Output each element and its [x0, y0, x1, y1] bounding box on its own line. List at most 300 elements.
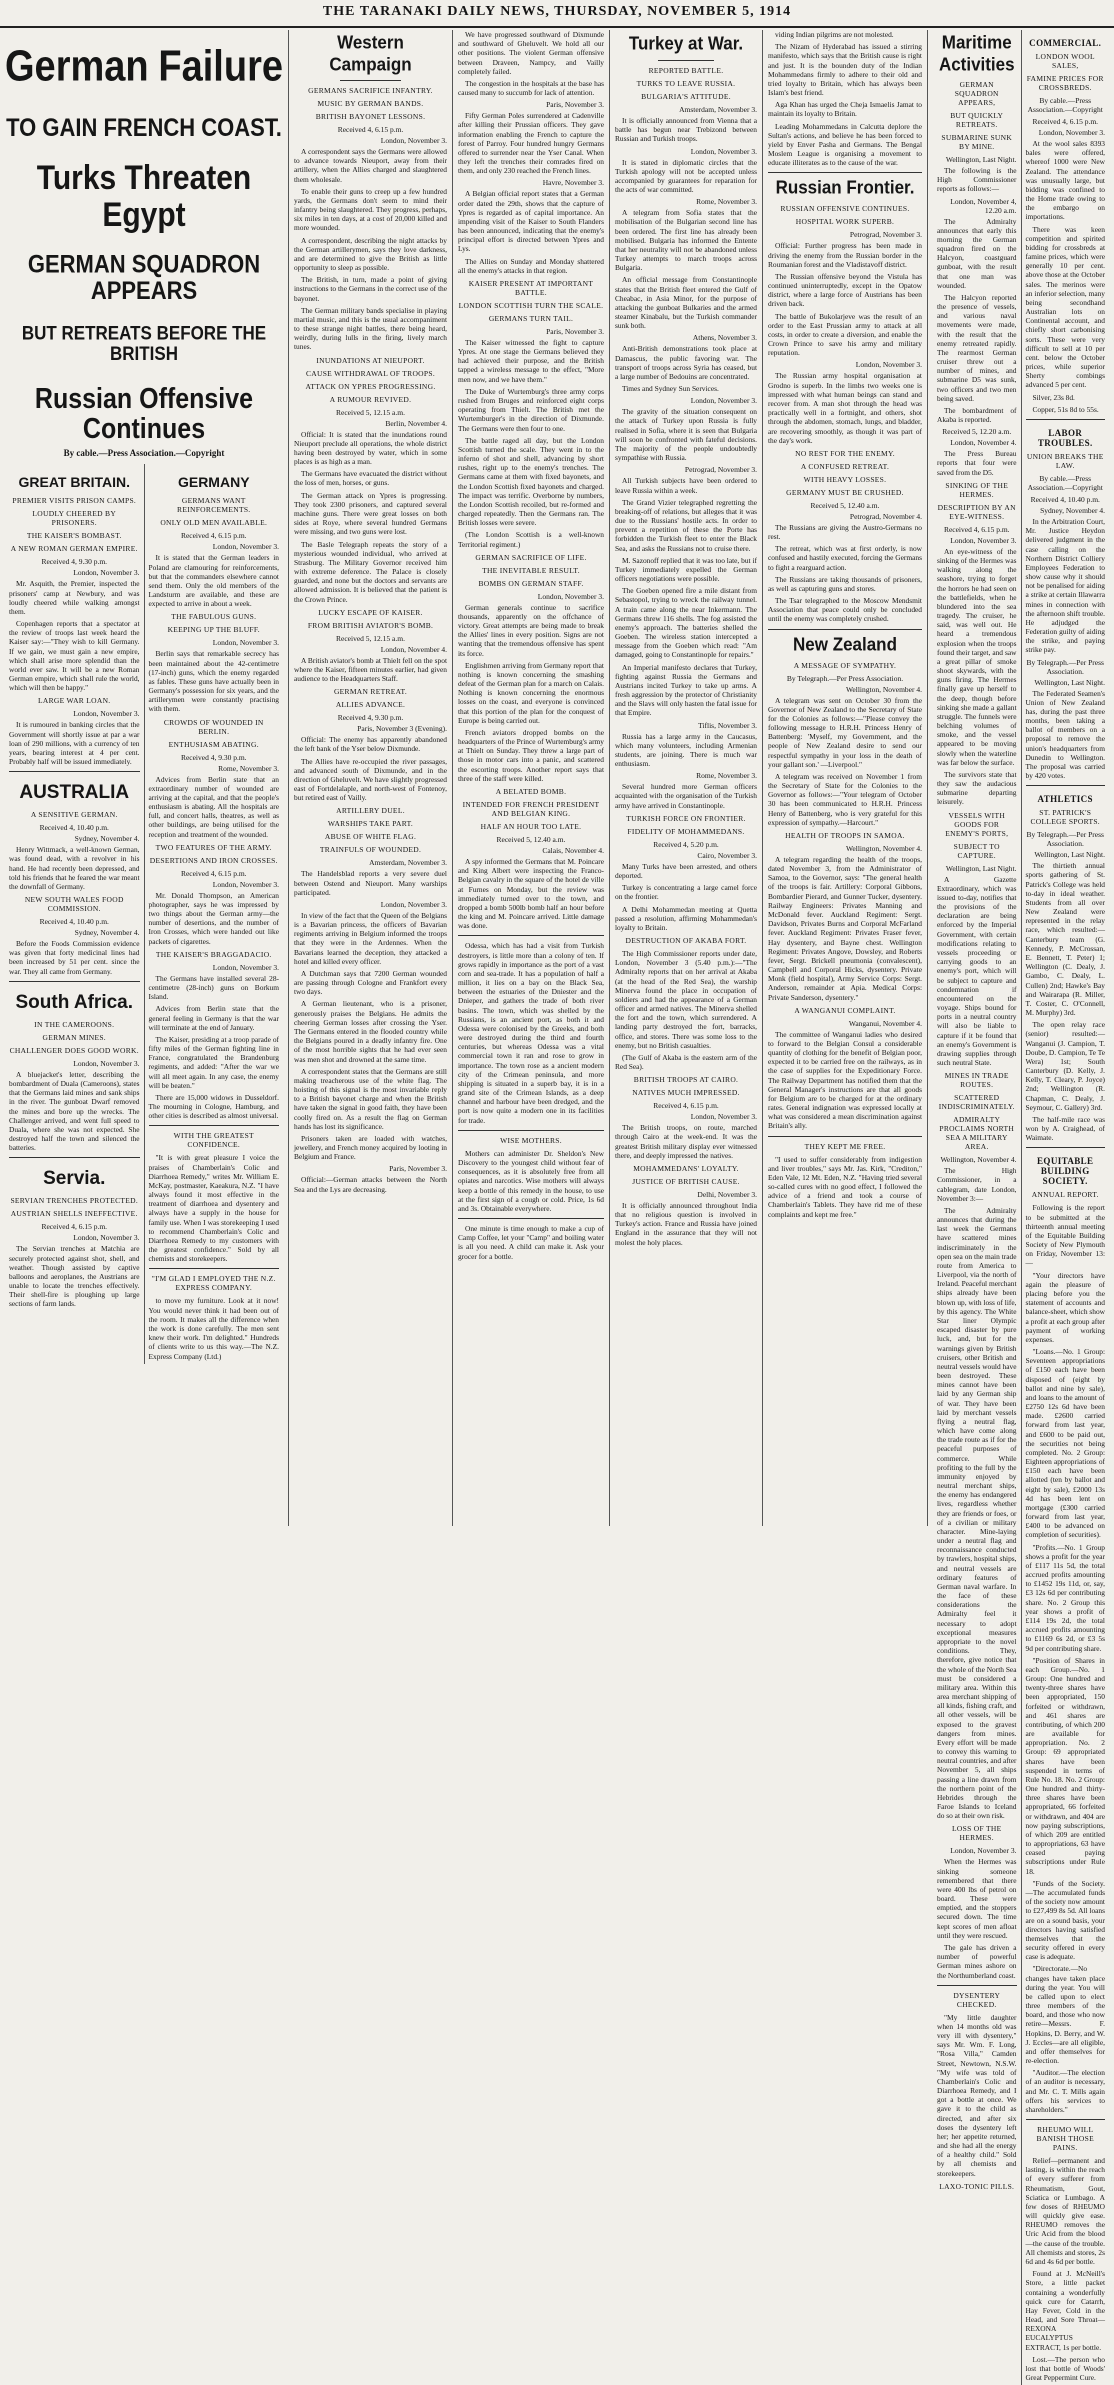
deck: A BELATED BOMB. — [495, 787, 567, 796]
section-south-africa: South Africa. — [15, 991, 134, 1013]
paragraph: The following is the High Commissioner reports as follows:— — [937, 166, 1017, 194]
deck: MOHAMMEDANS' LOYALTY. — [633, 1163, 739, 1173]
dateline: Wellington, November 4. — [845, 684, 922, 694]
deck: DESCRIPTION BY AN EYE-WITNESS. — [937, 502, 1016, 521]
deck: LAXO-TONIC PILLS. — [939, 2181, 1015, 2191]
section-great-britain: GREAT BRITAIN. — [18, 474, 130, 491]
deck: TURKISH FORCE ON FRONTIER. — [626, 813, 746, 823]
deck: HEALTH OF TROOPS IN SAMOA. — [785, 830, 905, 840]
deck: LOSS OF THE HERMES. — [952, 1824, 1002, 1843]
paragraph: Several hundred more German officers acquainted with the organisation of the Turkish army have arrived in Constantinople. — [615, 782, 757, 810]
dateline: London, November 3. — [212, 879, 279, 889]
deck: TURKS TO LEAVE RUSSIA. — [636, 79, 736, 88]
column-6 — [927, 30, 1114, 2383]
dateline: Wellington, Last Night. — [1034, 677, 1105, 687]
deck: LONDON WOOL SALES, — [1035, 52, 1095, 70]
deck: THEY KEPT ME FREE. — [804, 1141, 886, 1151]
paragraph: Following is the report to be submitted at the thirteenth annual meeting of the Equitable Building Society of New Plymouth on Friday, November 13:— — [1025, 1203, 1105, 1268]
paragraph: Before the Foods Commission evidence was given that forty medicinal lines had been increased by 51 per cent. since the war. They all came from Germany. — [9, 939, 140, 976]
received-line: Received 5, 12.15 a.m. — [336, 633, 405, 643]
section-equitable-building-society: EQUITABLE BUILDING SOCIETY. — [1037, 1156, 1094, 1187]
deck: GERMANS TURN TAIL. — [488, 313, 574, 323]
received-line: Received 5, 12.20 a.m. — [942, 427, 1012, 437]
deck: AUSTRIAN SHELLS INEFFECTIVE. — [10, 1209, 138, 1219]
deck: LOUDLY CHEERED BY PRISONERS. — [32, 509, 117, 528]
deck: KEEPING UP THE BLUFF. — [167, 625, 260, 635]
paragraph: The Grand Vizier telegraphed regretting the breaking-off of relations, but alleges that it was due to the Russians' hostile acts. In order to prevent a repetition of these the Porte has forbidden the Turkish fleet to enter the Black Sea, and asks the Russians not to cruise there. — [615, 497, 757, 553]
deck: GERMANS SACRIFICE INFANTRY. — [308, 86, 433, 95]
paragraph: A telegram regarding the health of the troops, dated November 3, from the Administrator of Samoa, to the Governor, says: "The general health of the troops is fair. Artillery: Corporal Gibbons, Bombardier Pierard, and Gunner Tucker, dysentery. Railway Engineers: Privates Manning and McDonald fever. Auckland Regiment: Sergt. Davidson, Privates Burns and Corporal McFarland fever. Auckland Regiment: Privates Fraser fever, Hay dysentery, and Bayne chest. Wellington Regiment: Privates Angove, Dowsley, and Roberts fever, Sergt. Brickell pneumonia (convalescent), Campbell and Corporal Hicks, dysentery. Private Monk (field hospital), Army Service Corps: Sergt. Anderson, remainder at Apia. Medical Corps: Private Sanderson, dysentery." — [768, 854, 922, 1002]
deck: GERMAN SQUADRON APPEARS, — [954, 80, 999, 107]
paragraph: It is stated in diplomatic circles that the Turkish apology will not be accepted unless accompanied by guarantees for reparation for the acts of war committed. — [615, 157, 757, 195]
dateline: Athens, November 3. — [692, 333, 757, 343]
deck: GERMANY MUST BE CRUSHED. — [786, 487, 904, 497]
masthead: THE TARANAKI DAILY NEWS, THURSDAY, NOVEMBER 5, 1914 — [0, 0, 1114, 28]
divider — [768, 172, 922, 173]
dateline: Paris, November 3. — [546, 326, 604, 336]
paragraph: The Handelsblad reports a very severe duel between Ostend and Nieuport. Many warships participated. — [294, 869, 447, 897]
dateline: Sydney, November 4. — [74, 928, 140, 938]
deck: RHEUMO WILL BANISH THOSE PAINS. — [1036, 2125, 1094, 2153]
deck: KAISER PRESENT AT IMPORTANT BATTLE. — [468, 278, 594, 297]
dateline: London, November 3. — [73, 568, 140, 578]
paragraph: A spy informed the Germans that M. Poincare and King Albert were inspecting the Franco-Belgian cavalry in the square of the hotel de ville at Furnes on Monday, but the review was immediately turned over to the town, and dropped a bomb 500lb bomb half an hour before the king and M. Poincare arrived. Little damage was done. — [458, 857, 604, 931]
deck: LONDON SCOTTISH TURN THE SCALE. — [458, 300, 604, 310]
column-1 — [0, 30, 288, 1526]
deck: A RUMOUR REVIVED. — [329, 394, 412, 404]
dateline: Sydney, November 4. — [74, 834, 140, 844]
paragraph: The Allies have re-occupied the river passages, and advanced south of Dixmunde, and in the direction of Gheluvelt. We have slightly progressed east of Fortdelalaple, and north-west of Fontenoy, but retired east of Vailly. — [294, 756, 447, 803]
paragraph: A telegram was received on November 1 from the Secretary of State for the Colonies to the Governor as follows:—"Your telegram of October 30 has been communicated to H.R.H. Princess Henry of Battenberg, who is very grateful for this expression of sympathy.—Harcourt." — [768, 771, 922, 827]
deck: GERMAN MINES. — [42, 1032, 106, 1042]
deck: SINKING OF THE HERMES. — [945, 480, 1009, 499]
deck: HALF AN HOUR TOO LATE. — [480, 822, 582, 831]
received-line: Received 4, 6.15 p.m. — [653, 1101, 719, 1111]
deck: FAMINE PRICES FOR CROSSBREDS. — [1026, 74, 1104, 92]
deck: BOMBS ON GERMAN STAFF. — [478, 578, 584, 588]
paragraph: The High Commissioner, in a cablegram, date London, November 3:— — [937, 1166, 1017, 1203]
paragraph: To enable their guns to creep up a few hundred yards, the Germans don't seem to mind their infantry being slaughtered. They progress, perhaps, six miles in ten days, at a cost of 20,000 killed and more wounded. — [294, 186, 447, 233]
deck: NEW SOUTH WALES FOOD COMMISSION. — [24, 895, 124, 914]
paragraph: A telegram was sent on October 30 from the Governor of New Zealand to the Secretary of State for the Colonies as follows:—"Please convey the following message to H.R.H. Princess Henry of Battenberg: 'Myself, my Government, and the people of New Zealand desire to send our respectful sympathy in your loss in the death of your gallant son.' —Liverpool." — [768, 695, 922, 769]
deck: A CONFUSED RETREAT. — [800, 461, 890, 471]
deck: "I'M GLAD I EMPLOYED THE N.Z. EXPRESS COMPANY. — [151, 1274, 276, 1293]
paragraph: Advices from Berlin state that an extraordinary number of wounded are arriving at the capital, and that the people's enthusiasm is abating. All the hospitals are full, and concert halls, theatres, as well as other buildings, are being utilised for the reception and treatment of the wounded. — [148, 774, 279, 839]
paragraph: Silver, 23s 8d. — [1032, 392, 1075, 402]
dateline: Petrograd, November 3. — [684, 465, 757, 475]
dateline: Havre, November 3. — [542, 178, 604, 188]
paragraph: In view of the fact that the Queen of the Belgians is a Bavarian princess, the officers of Bavarian regiments arriving in Belgium informed the troops that they were in the Ardennes. When the Bavarians learned the deception, they attacked a hotel and killed every officer. — [294, 910, 447, 966]
dateline: London, November 3. — [73, 1233, 140, 1243]
paragraph: It is stated that the German leaders in Poland are clamouring for reinforcements, but that the commanders elsewhere cannot send them. Only the old members of the Landsturm are available, and these are expected to arrive in about a week. — [148, 553, 279, 609]
paragraph: "Your directors have again the pleasure of placing before you the statement of accounts and balance-sheet, which show a profit at each group after payment of working expenses. — [1025, 1270, 1105, 1344]
deck: DESERTIONS AND IRON CROSSES. — [149, 855, 278, 865]
divider — [458, 1218, 604, 1219]
paragraph: The survivors state that they saw the audacious submarine departing leisurely. — [937, 769, 1017, 807]
dateline: London, November 3. — [950, 1846, 1017, 1856]
deck: WISE MOTHERS. — [500, 1135, 562, 1145]
paragraph: A Gazette Extraordinary, which was issued to-day, notifies that the provisions of the declaration are being enforced by the Imperial Government, with certain modifications relating to vessels proceeding or carrying goods to an enemy's port, which will be subject to capture and condemnation if encountered on the voyage. Ships bound for ports in a neutral country will also be liable to capture if it be found that an enemy's Government is drawing supplies through such neutral State. — [937, 874, 1017, 1068]
dateline: Sydney, November 4. — [1040, 505, 1105, 515]
paragraph: A Belgian official report states that a German order dated the 29th, shows that the capture of Ypres is regarded as of capital importance. An impending visit of the Kaiser to South Flanders has been announced, indicating that the enemy's principal effort is directed between Ypres and Lys. — [458, 189, 604, 254]
divider — [1026, 419, 1106, 420]
headline-turks-egypt: Turks Threaten Egypt — [36, 159, 252, 234]
dateline: London, November 3. — [380, 899, 447, 909]
deck: A WANGANUI COMPLAINT. — [794, 1005, 896, 1015]
divider — [937, 1985, 1017, 1986]
paragraph: An official message from Constantinople states that the British fleet entered the Gulf of Cheabac, in Asia Minor, for the purpose of attacking the gunboat Bulkaries and the armed steamer Kinabalu, but the Turkish commander sunk both. — [615, 275, 757, 331]
section-russian-frontier: Russian Frontier. — [775, 177, 915, 199]
dateline: Cairo, November 3. — [697, 850, 757, 860]
paragraph: The Russians are giving the Austro-Germans no rest. — [768, 522, 922, 542]
paragraph: A German lieutenant, who is a prisoner, generously praises the Belgians. He admits the cheering German losses after crossing the Yser. The Germans entered in the flooded country while the Belgians poured in a deadly infantry fire. One of the most horrible sights that he had ever seen was men shot and drowned at the same time. — [294, 999, 447, 1064]
paragraph: A correspondent, describing the night attacks by the German artillerymen, says they love darkness, and are determined to give the British as little opportunity to sleep as possible. — [294, 235, 447, 273]
divider — [768, 629, 922, 630]
paragraph: A correspondent states that the Germans are still making treacherous use of the white flag. The hoisting of this signal is the most invariable reply to a British bayonet charge and when the British have taken the signal in good faith, they have been coolly fired on. As a result the flag on German hands has lost its significance. — [294, 1066, 447, 1131]
byline: By cable.—Press Association.—Copyright — [1027, 473, 1103, 492]
paragraph: The gravity of the situation consequent on the attack of Turkey upon Russia is fully realised in Sofia, where it is seen that Bulgaria will soon be confronted with fateful decisions. The majority of the people undoubtedly sympathise with Russia. — [615, 407, 757, 463]
subcolumn-maritime — [933, 30, 1021, 2385]
paragraph: Mr. Asquith, the Premier, inspected the prisoners' camp at Newbury, and was loudly cheered while walking amongst them. — [9, 579, 140, 616]
deck: A SENSITIVE GERMAN. — [30, 810, 118, 820]
column-2 — [288, 30, 452, 1526]
received-line: Received 4, 10.40 p.m. — [39, 917, 109, 927]
paragraph: Odessa, which has had a visit from Turkish destroyers, is little more than a colony of ten. If grows rapidly in importance as the port of a vast corn and sea-trade. It has a population of half a million, it lies on a bay on the Black Sea, between the estuaries of the Dniester and the Dnieper, and gathers the trade of both river basins. The town, which was shelled by the Russians, is an ancient port, as both it and Odessa were colonised by the Greeks, and both were destroyed during the third and fourth centuries, but whereas Odessa was a vital commercial town it ran and rose to grow in importance. The town rose as a ancient modern city of the Crimean peninsula, and more shipping is situated in a superb bay, it is in a grand site of the Crimean Islands, as a deep channel and harbour have been dredged, and the port is now quite a modern one in its facilities for trade. — [458, 941, 604, 1125]
dateline: Calais, November 4. — [542, 846, 604, 855]
paragraph: The Goeben opened fire a mile distant from Sebastopol, trying to wreck the railway tunnel. A train came along the near Inkermann. The Germans threw 116 shells. The fog assisted the enemy's approach. The batteries shelled the Goeben. The wireless station intercepted a message from the Goeben which read: "Am damaged, going to Constantinople for repairs." — [615, 586, 757, 660]
paragraph: Berlin says that remarkable secrecy has been maintained about the 42-centimetre (17-inch) guns, which the enemy regarded as fables. These guns have actually been in Germany's possession for six years, and the artillerymen were constantly practising with them. — [148, 649, 279, 714]
paragraph: Aga Khan has urged the Cheja Ismaelis Jamat to maintain its loyalty to Britain. — [768, 100, 922, 119]
headline-failure: Failure — [158, 42, 283, 92]
deck: ANNUAL REPORT. — [1031, 1190, 1099, 1200]
dateline: London, November 3. — [855, 360, 922, 370]
paragraph: The German attack on Ypres is progressing. They took 2300 prisoners, and captured several machine guns. There were great losses on both sides at Roye, where several hundred Germans were missing, and two guns were lost. — [294, 490, 447, 537]
paragraph: The Kaiser, presiding at a troop parade of fifty miles of the German fighting line in France, congratulated the Brandenburg regiments, and added: "After the war we will all meet again. In any case, the enemy will be beaten." — [148, 1034, 279, 1090]
subcolumn-commercial — [1021, 30, 1110, 2385]
headline-french-coast: TO GAIN FRENCH COAST. — [6, 113, 282, 142]
paragraph: Many Turks have been arrested, and others deported. — [615, 861, 757, 880]
paragraph: "Profits.—No. 1 Group shows a profit for the year of £117 11s 5d, the total accrued profits amounting to £1452 19s 11d, or, say, £3 12s 6d per contributing share. No. 2 Group this year shows a profit of £114 19s 2d, the total accrued profits amounting to £1169 6s 2d, or £3 5s 9d per contributing share. — [1025, 1542, 1105, 1653]
section-australia: AUSTRALIA — [19, 782, 130, 804]
paragraph: The Basle Telegraph repeats the story of a mysterious wounded individual, who arrived at Strasburg. The Military Governor received him with extreme deference. The Palace is closely guarded, and none but the doctors and servants are allowed admission. It is believed that the patient is the Crown Prince. — [294, 539, 447, 604]
dateline: Berlin, November 4. — [385, 418, 447, 428]
divider — [458, 1130, 604, 1131]
paragraph: The bombardment of Akaba is reported. — [937, 405, 1017, 425]
paragraph: Lost.—The person who lost that bottle of Woods' Great Peppermint Cure. — [1025, 2354, 1105, 2383]
paragraph: Official: It is stated that the inundations round Nieuport preclude all operations, the whole district having been destroyed by water, which in some places is as high as a man. — [294, 429, 447, 467]
deck: SERVIAN TRENCHES PROTECTED. — [10, 1196, 139, 1206]
headline-german: German — [5, 42, 149, 92]
column-5 — [762, 30, 927, 1526]
dateline: London, November 3. — [690, 1112, 757, 1122]
paragraph: The Allies on Sunday and Monday shattered all the enemy's attacks in that region. — [458, 256, 604, 275]
paragraph: The British, in turn, made a point of giving instructions to the Germans in the correct use of the bayonet. — [294, 275, 447, 303]
paragraph: When the Hermes was sinking someone remembered that there were 400 lbs of petrol on board. These were emptied, and the stoppers secured down. The time kept scores of men afloat until they were rescued. — [937, 1857, 1017, 1940]
divider — [149, 1125, 280, 1126]
paragraph: It is officially announced from Vienna that a battle has begun near Trebizond between Russian and Turkish troops. — [615, 116, 757, 144]
dateline: London, November 3. — [380, 136, 447, 145]
deck: DESTRUCTION OF AKABA FORT. — [625, 936, 747, 946]
paragraph: At the wool sales 8393 bales were offered, whereof 1000 were New Zealand. The attendance was unusually large, but bidding was confined to the Home trade owing to the embargo on importations. — [1025, 139, 1105, 222]
headline-russian-offensive: Russian Offensive Continues — [34, 382, 254, 446]
subcolumn-right — [144, 464, 284, 1363]
received-line: Received 5, 12.15 a.m. — [336, 407, 405, 417]
deck: A NEW ROMAN GERMAN EMPIRE. — [10, 544, 138, 554]
deck: BRITISH BAYONET LESSONS. — [315, 112, 426, 121]
divider — [1026, 2119, 1106, 2120]
paragraph: The Tsar telegraphed to the Moscow Mendsmit Association that peace could only be concluded until the enemy was completely crushed. — [768, 596, 922, 624]
received-line: Received 4, 9.30 p.m. — [41, 557, 108, 567]
headline-retreats: BUT RETREATS BEFORE THE BRITISH — [21, 322, 267, 365]
paragraph: A Delhi Mohammedan meeting at Quetta passed a resolution, affirming Mohammedan's loyalty to Britain. — [615, 904, 757, 932]
received-line: Received 4, 6.15 p.m. — [41, 1222, 108, 1232]
paragraph: The Nizam of Hyderabad has issued a stirring manifesto, which says that the British cause is right and just. It is the bounden duty of the Indian Mohammedans firmly to adhere to their old and tried loyalty to Britain, which has always been Islam's best friend. — [768, 42, 922, 98]
paragraph: (The London Scottish is a well-known Territorial regiment.) — [458, 530, 604, 549]
paragraph: The Kaiser witnessed the fight to capture Ypres. At one stage the Germans believed they had achieved their purpose, and the British tapped a wireless message to the effect, "More men now, and we have them." — [458, 337, 604, 384]
paragraph: The half-mile race was won by A. Craighead, of Waimate. — [1025, 1114, 1105, 1143]
deck: ST. PATRICK'S COLLEGE SPORTS. — [1030, 808, 1100, 827]
paragraph: A correspondent says the Germans were allowed to advance towards Nieuport, away from their artillery, when the Allies charged and slaughtered them wholesale. — [294, 147, 447, 184]
section-labor-troubles: LABOR TROUBLES. — [1037, 427, 1093, 448]
paragraph: M. Sazonoff replied that it was too late, but if Turkey immediately expelled the German officers negotiations were possible. — [615, 555, 757, 584]
paragraph: Turkey is concentrating a large camel force on the frontier. — [615, 883, 757, 902]
subcolumn-left — [5, 464, 144, 1363]
paragraph: The retreat, which was at first orderly, is now confused and hastily executed, forcing the Germans to fight a rearguard action. — [768, 544, 922, 572]
dateline: Rome, November 3. — [218, 763, 279, 773]
column-3 — [452, 30, 609, 1526]
paragraph: The Admiralty announces that during the last week the Germans have scattered mines indiscriminately in the open sea on the main trade route from America to Liverpool, via the north of Ireland. Peaceful merchant ships already have been blown up, with loss of life, by this agency. The White Star liner Olympic escaped disaster by pure luck, and, but for the warnings given by British cruisers, other British and neutral vessels would have been destroyed. These mines cannot have been laid by any German ship of war. They have been laid by merchant vessels flying a neutral flag, which have come along the trade route as if for the peaceful purposes of commerce. While profiting to the full by the immunity enjoyed by neutral merchant ships, the enemy has endangered lives, regardless whether they are friends or foes, or of a civilian or military character. Mine-laying under a neutral flag and reconnaissance conducted by trawlers, hospital ships, and neutral vessels are ordinary features of German naval warfare. In the face of these considerations the Admiralty feel it necessary to adopt exceptional measures appropriate to the novel conditions. They, therefore, give notice that the whole of the North Sea must be considered a military area. Within this area merchant shipping of all kinds, fishing craft, and all other vessels, will be exposed to the gravest dangers from mines. Every effort will be made to convey this warning to neutral countries, and after November 5, all ships passing a line drawn from the northern point of the Hebrides through the Faroe Islands to Iceland do so at their own risk. — [937, 1205, 1017, 1821]
paragraph: Englishmen arriving from Germany report that nothing is known concerning the smashing defeat of the German plan for a march on Calais. Nothing is known concerning the enormous losses on the coast, and everyone is convinced that this portion of the plan for the conquest of Europe is being carried out. — [458, 660, 604, 725]
received-line: Received 4, 6.15 p.m. — [1032, 117, 1099, 126]
paragraph: Russia has a large army in the Caucasus, which many volunteers, including Armenian students, are joining. There is much war enthusiasm. — [615, 731, 757, 769]
section-maritime-activities: Maritime Activities — [938, 32, 1015, 75]
paragraph: "Position of Shares in each Group.—No. 1 Group: One hundred and twenty-three shares have been appropriated, 150 forfeited or withdrawn, and 461 shares are contributing, of which 200 are available for appropriation. No. 2 Group: 69 appropriated shares have been suspended in terms of Rule No. 18. No. 2 Group: One hundred and thirty-three shares have been appropriated, 66 forfeited or withdrawn, and 404 are now paying subscriptions, of which 209 are entitled to appropriations, 63 have ceased paying subscriptions under Rule 18. — [1025, 1655, 1105, 1876]
paragraph: Found at J. McNeill's Store, a little packet containing a wonderfully quick cure for Catarrh, Hay Fever, Cold in the Head, and Sore Throat—REXONA EUCALYPTUS EXTRACT, 1s per bottle. — [1025, 2269, 1105, 2352]
headline-squadron: GERMAN SQUADRON APPEARS — [27, 249, 261, 305]
deck: A MESSAGE OF SYMPATHY. — [793, 660, 897, 670]
dateline: London, November 3. — [1038, 128, 1105, 137]
dateline: London, November 3. — [73, 1058, 140, 1068]
paragraph: It is officially announced throughout India that no religious question is involved in Turkey's action. France and Russia have joined England in the assurance that they will not molest the holy places. — [615, 1200, 757, 1247]
section-turkey-at-war: Turkey at War. — [628, 33, 744, 54]
section-new-zealand: New Zealand — [793, 633, 897, 655]
paragraph: A British aviator's bomb at Thielt fell on the spot where the Kaiser, fifteen minutes earlier, had given audience to the Headquarters Staff. — [294, 655, 447, 684]
deck: NO REST FOR THE ENEMY. — [795, 448, 895, 458]
deck: PREMIER VISITS PRISON CAMPS. — [12, 496, 137, 506]
deck: WITH HEAVY LOSSES. — [803, 474, 887, 484]
dateline: London, November 3. — [73, 709, 140, 719]
deck: SUBJECT TO CAPTURE. — [953, 841, 1000, 860]
dateline: Wanganui, November 4. — [848, 1018, 922, 1028]
dateline: Rome, November 3. — [696, 771, 757, 781]
deck: IN THE CAMEROONS. — [34, 1019, 115, 1029]
deck: ADMIRALTY PROCLAIMS NORTH SEA A MILITARY AREA. — [939, 1115, 1015, 1152]
paragraph: We have progressed southward of Dixmunde and southward of Gheluvelt. We hold all our other positions. The violent German offensive between Draveen, Nampcy, and Vailly completely failed. — [458, 30, 604, 76]
divider — [9, 771, 140, 772]
deck: CROWDS OF WOUNDED IN BERLIN. — [163, 717, 264, 736]
deck: FROM BRITISH AVIATOR'S BOMB. — [307, 620, 434, 630]
deck: HOSPITAL WORK SUPERB. — [795, 217, 895, 227]
deck: LARGE WAR LOAN. — [38, 696, 111, 706]
deck: UNION BREAKS THE LAW. — [1026, 451, 1104, 470]
dateline: London, November 3. — [212, 542, 279, 552]
paragraph: The Germans have evacuated the district without the loss of men, horses, or guns. — [294, 469, 447, 488]
paragraph: The British troops, on route, marched through Cairo at the week-end. It was the greatest British military display ever witnessed there, and deeply impressed the natives. — [615, 1123, 757, 1160]
paragraph: All Turkish subjects have been ordered to leave Russia within a week. — [615, 476, 757, 495]
deck: WARSHIPS TAKE PART. — [327, 819, 414, 829]
paragraph: German generals continue to sacrifice thousands, apparently on the offchance of victory. Great attempts are being made to break the Allies' lines in every position. Signs are not wanting that the tremendous offensive has spent its force. — [458, 602, 604, 658]
paragraph: French aviators dropped bombs on the headquarters of the Prince of Wurtemburg's army at Thielt on Sunday. They threw a large part of those in motor cars into a panic, and scattered the escorting troops. Another report says that three of the staff were killed. — [458, 727, 604, 783]
deck: BUT QUICKLY RETREATS. — [950, 111, 1004, 129]
paragraph: Official:—German attacks between the North Sea and the Lys are decreasing. — [294, 1175, 447, 1194]
paragraph: Relief—permanent and lasting, is within the reach of every sufferer from Rheumatism, Gout, Sciatica or Lumbago. A few doses of RHEUMO will quickly give ease. RHEUMO removes the Uric Acid from the blood—the cause of the trouble. All chemists and stores, 2s 6d and 4s 6d per bottle. — [1025, 2156, 1105, 2266]
deck: THE INEVITABLE RESULT. — [482, 565, 580, 575]
deck: MUSIC BY GERMAN BANDS. — [317, 99, 424, 108]
dateline: London, November 3. — [212, 638, 279, 648]
deck: CAUSE WITHDRAWAL OF TROOPS. — [305, 368, 436, 378]
dateline: London, November 4. — [380, 644, 447, 654]
paragraph: The High Commissioner reports under date, London, November 3 (5.40 p.m.):—"The Admiralty reports that on her arrival at Akaba (at the head of the Red Sea), the warship Minerva found the place in occupation of soldiers and had the appearance of a German officer and armed natives. The Minerva shelled the fort and the town, which surrendered. A landing party destroyed the fort, barracks, office, and stores. There was some loss to the enemy, but no British casualties. — [615, 949, 757, 1050]
byline: By Telegraph.—Per Press Association. — [1026, 657, 1104, 676]
dateline: Wellington, Last Night. — [945, 863, 1017, 873]
paragraph: The thirtieth annual sports gathering of St. Patrick's College was held to-day in ideal weather. Students from all over New Zealand were represented in the relay race, which resulted:—Canterbury team (G. Kennedy, P. McCrossan, E. Bennett, T. Peter) 1; Wellington (C. Dealy, J. Gambo, C. Dealy, L. Cullen) 2nd; Hawke's Bay and Wairarapa (R. Miller, T. Coster, C. O'Connell, M. Murphy) 3rd. — [1025, 861, 1105, 1018]
paragraph: viding Indian pilgrims are not molested. — [775, 30, 894, 39]
deck: WITH THE GREATEST CONFIDENCE. — [173, 1131, 254, 1150]
deck: NATIVES MUCH IMPRESSED. — [632, 1088, 740, 1098]
paragraph: The Federated Seamen's Union of New Zealand has, during the past three months, been taking a ballot of members on a proposal to remove the union's headquarters from Dunedin to Wellington. The proposal was carried by 420 votes. — [1025, 688, 1105, 781]
dateline: London, November 4, 12.20 a.m. — [950, 196, 1017, 215]
byline: By cable.—Press Association.—Copyright — [63, 448, 225, 459]
deck: DYSENTERY CHECKED. — [953, 1990, 1001, 2009]
paragraph: to move my furniture. Look at it now! You would never think it had been out of the room. It makes all the difference when the work is done carefully. The men sent knew their work. I'm delighted." Hundreds of clients write to us this way.—The N.Z. Express Company (Ltd.) — [148, 1296, 279, 1361]
paragraph: The Halcyon reported the presence of vessels, and various naval movements were made, with the result that the enemy retreated rapidly. The rearmost German cruiser threw out a number of mines, and submarine D5 was sunk, two officers and two men being saved. — [937, 292, 1017, 403]
received-line: Received 4, 6.15 p.m. — [180, 868, 247, 878]
paragraph: (The Gulf of Akaba is the eastern arm of the Red Sea). — [615, 1052, 757, 1072]
dateline: London, November 3. — [537, 591, 604, 601]
paragraph: A bluejacket's letter, describing the bombardment of Duala (Cameroons), states that the Germans laid mines and sank ships in the river. The gunboat Dwarf removed the mines and bore up the wrecks. The Challenger arrived, and went full speed to Duala, where she was not expected. She destroyed half the town and silenced the batteries. — [9, 1069, 140, 1153]
deck: ENTHUSIASM ABATING. — [168, 739, 259, 749]
dateline: London, November 3. — [690, 396, 757, 406]
dateline: Amsterdam, November 3. — [679, 105, 757, 114]
byline: By Telegraph.—Per Press Association. — [1026, 830, 1104, 849]
paragraph: The Servian trenches at Matchia are securely protected against shot, shell, and weather. Though assisted by captive balloons and aeroplanes, the Austrians are unable to locate the trenches effectively. Their shell-fire is ploughing up large sections of farm lands. — [9, 1244, 140, 1309]
paragraph: The German military bands specialise in playing martial music, and this is the usual accompaniment to these strange night battles, there being heard, weirdly, during lulls in the firing, lively march tunes. — [294, 305, 447, 352]
paragraph: A telegram from Sofia states that the mobilisation of the Bulgarian second line has been ordered. The first line has already been mobilised. Bulgaria has informed the Entente that her neutrality will not be abandoned unless Turkey attempts to march troops across Bulgaria. — [615, 208, 757, 273]
headline-german-failure — [5, 42, 283, 92]
deck: INTENDED FOR FRENCH PRESIDENT AND BELGIAN KING. — [462, 800, 600, 818]
deck: LUCKY ESCAPE OF KAISER. — [318, 607, 423, 617]
paragraph: "Directorate.—No changes have taken place during the year. You will be called upon to elect three members of the board, and those who now retire—Messrs. F. Hopkins, D. Berry, and W. J. Eccles—are all eligible, and offer themselves for re-election. — [1025, 1964, 1105, 2066]
dateline: Wellington, November 4. — [940, 1155, 1017, 1165]
paragraph: Advices from Berlin state that the general feeling in Germany is that the war will terminate at the end of January. — [148, 1004, 279, 1032]
deck: GERMAN RETREAT. — [333, 687, 408, 697]
deck: ATTACK ON YPRES PROGRESSING. — [305, 381, 436, 391]
received-line: By Telegraph.—Per Press Association. — [786, 673, 904, 683]
paragraph: One minute is time enough to make a cup of Camp Coffee, let your "Camp" and boiling water is all you need. A child can make it. Ask your grocer for a bottle. — [458, 1224, 604, 1261]
divider — [768, 1136, 922, 1137]
divider — [340, 80, 401, 81]
dateline: London, November 3. — [690, 146, 757, 156]
paragraph: The battle raged all day, but the London Scottish turned the scale. They went in to the inferno of shot and shell, advancing by short rushes, right up to the enemy's trenches. The Germans came at them with fixed bayonets, and the London Scottish fixed bayonets and charged. The impact was terrific. Overborne by numbers, the London Scottish recoiled, but re-formed and charged repeatedly. Then the Germans ran. The British losses were severe. — [458, 435, 604, 528]
divider — [9, 1157, 140, 1158]
paragraph: The Germans have installed several 28-centimetre (28-inch) guns on Borkum Island. — [148, 973, 279, 1002]
paragraph: In the Arbitration Court, Mr. Justice Heydon delivered judgment in the case calling on the Northern District Colliery Employees Federation to show cause why it should not be penalised for aiding a strike at certain Illawarra mines in connection with the afternoon shift trouble. He adjudged the Federation guilty of aiding the strike, and paying strike pay. — [1025, 516, 1105, 655]
dateline: Tiflis, November 3. — [698, 720, 757, 730]
paragraph: Official: The enemy has apparently abandoned the left bank of the Yser below Dixmunde. — [294, 735, 447, 754]
divider — [9, 981, 140, 982]
paragraph: "Loans.—No. 1 Group: Seventeen appropriations of £150 each have been disposed of (eight by ballot and nine by sale), and loans to the amount of £2750 12s 6d have been made. £2600 carried forward from last year, and £600 to be paid out, the securities not being completed. No. 2 Group: Eighteen appropriations of £150 each have been allotted (ten by ballot and eight by sale), £2000 13s 4d has been lent on mortgage (£300 carried forward from last year, £400 to be advanced on completion of securities). — [1025, 1347, 1105, 1540]
paragraph: The committee of Wanganui ladies who desired to forward to the Belgian Consul a considerable quantity of clothing for the benefit of Belgian poor, expected it to be carried free on the railways, as in the case of supplies for the Expeditionary Force. The Railway Department has notified them that the General Manager's instructions are that all goods for Belgium are to be charged for at the ordinary rates. General indignation was expressed locally at what was considered a mean discrimination against Britain's ally. — [768, 1029, 922, 1131]
paragraph: A Dutchman says that 7200 German wounded are passing through Cologne and Frankfort every two days. — [294, 968, 447, 997]
received-line: Received 4, 9.30 p.m. — [337, 713, 404, 723]
paragraph: Mothers can administer Dr. Sheldon's New Discovery to the youngest child without fear of consequences, as it is absolutely free from all opiates and narcotics. Wise mothers will always keep a bottle of this remedy in the house, to use at the first sign of a cough or cold. Price, 1s 6d and 3s. Obtainable everywhere. — [458, 1148, 604, 1213]
dateline: Paris, November 3. — [546, 100, 604, 110]
dateline: Paris, November 3 (Evening). — [357, 724, 447, 734]
paragraph: The gale has driven a number of powerful German mines ashore on the Northumberland coast. — [937, 1942, 1017, 1980]
received-line: Received 4, 10.40 p.m. — [39, 823, 109, 833]
dateline: Amsterdam, November 3. — [369, 858, 447, 868]
paragraph: Leading Mohammedans in Calcutta deplore the Sultan's actions, and believe he has been forced to yield by Enver Pasha and Germans. The Bengal Moslem League is organising a movement to educate illiterates as to the cause of the war. — [768, 121, 922, 168]
paragraph: An eye-witness of the sinking of the Hermes was walking along the seashore, trying to forget the horrors he had seen on the battlefields, when he blundered into the sea tragedy. The cruiser, he said, was well out. He heard a tremendous explosion when the troops found their target, and saw a great pillar of smoke shoot skywards, with the guns firing. The Hermes finally gave up herself to the deep, though before sinking she made a gallant struggle. The funnels were belching volumes of smoke, and the vessel appeared to be moving slowly when the waterline was far below the surface. — [937, 546, 1017, 767]
received-line: Received 4, 6.15 p.m. — [337, 125, 404, 134]
deck: CHALLENGER DOES GOOD WORK. — [9, 1045, 139, 1055]
paragraph: The Duke of Wurtemburg's three army corps rushed from Bruges and reinforced eight corps operating from Thielt. The British met the Wurtemburger's in the direction of Dixmunde. The Germans were then four to one. — [458, 386, 604, 433]
deck: REPORTED BATTLE. — [648, 66, 724, 75]
dateline: Wellington, Last Night. — [1034, 850, 1105, 860]
section-servia: Servia. — [43, 1168, 106, 1190]
paragraph: "Auditor.—The election of an auditor is necessary, and Mr. C. T. Mills again offers his services to shareholders." — [1025, 2068, 1105, 2114]
dateline: London, November 3. — [950, 535, 1017, 545]
deck: THE FABULOUS GUNS. — [171, 612, 257, 622]
received-line: Received 4, 10.40 p.m. — [1030, 494, 1100, 504]
column-1-subcolumns — [5, 464, 283, 1363]
paragraph: Times and Sydney Sun Services. — [622, 384, 719, 394]
deck: SCATTERED INDISCRIMINATELY. — [938, 1093, 1015, 1112]
dateline: Paris, November 3. — [389, 1164, 447, 1174]
paragraph: "My little daughter when 14 months old was very ill with dysentery," says Mr. Wm. F. Long, "Rosa Villa," Camden Street, Newtown, N.S.W. "My wife was told of Chamberlain's Colic and Diarrhoea Remedy, and I got a bottle at once. We gave it to the child as directed, and after six doses the dysentery left her; her appetite returned, and she had all the energy of a healthy child." Sold by all chemists and storekeepers. — [937, 2012, 1017, 2178]
deck: TRAINFULS OF WOUNDED. — [319, 845, 422, 855]
deck: GERMAN SACRIFICE OF LIFE. — [475, 552, 587, 562]
paragraph: "Funds of the Society.—The accumulated funds of the society now amount to £27,499 8s 5d. All loans are on a sound basis, your directors having satisfied themselves that the security offered in every case is adequate. — [1025, 1878, 1105, 1962]
paragraph: The Press Bureau reports that four were saved from the D5. — [937, 449, 1017, 477]
deck: ALLIES ADVANCE. — [335, 700, 406, 710]
deck: SUBMARINE SUNK BY MINE. — [941, 133, 1013, 151]
column-4 — [609, 30, 762, 1526]
divider — [458, 935, 604, 936]
paragraph: An Imperial manifesto declares that Turkey, fighting against Russia the Germans and Austrians incited Turkey to take up arms. A fresh aggression by the protector of Christianity and the Slavs will only hasten the fatal issue for that Empire. — [615, 662, 757, 718]
paragraph: The battle of Bukolarjeve was the result of an order to the East Prussian army to attack at all costs, in order to create a diversion, and enable the Crown Prince to save his army and military reputation. — [768, 311, 922, 358]
deck: TWO FEATURES OF THE ARMY. — [155, 842, 272, 852]
paragraph: Henry Wittmack, a well-known German, was found dead, with a revolver in his hand. He had recently been depressed, and told his friends that he feared the war meant the downfall of Germany. — [9, 845, 140, 891]
deck: INUNDATIONS AT NIEUPORT. — [316, 355, 425, 365]
paragraph: Copenhagen reports that a spectator at the review of troops last week heard the Kaiser say:—"They wish to kill Germany. If we gain, we must gain a new empire, which shall arise more splendid than the world ever saw. It will be a new Roman German empire, which shall rule the world, which will then be happy." — [9, 619, 140, 693]
paragraph: The Russians are taking thousands of prisoners, as well as capturing guns and stores. — [768, 574, 922, 593]
paragraph: Prisoners taken are loaded with watches, jewellery, and French money acquired by looting in Belgium and France. — [294, 1133, 447, 1162]
deck: MINES IN TRADE ROUTES. — [944, 1071, 1009, 1090]
paragraph: The Admiralty announces that early this morning the German squadron fired on the Halcyon, coastguard gunboat, with the result that one man was wounded. — [937, 216, 1017, 290]
dateline: Wellington, Last Night. — [945, 155, 1017, 164]
dateline: Delhi, November 3. — [697, 1189, 757, 1199]
deck: THE KAISER'S BRAGGADACIO. — [155, 949, 272, 959]
paragraph: "I used to suffer considerably from indigestion and liver troubles," says Mr. Jas. Kirk, "Crediton," Eden Vale, 12 Mt. Eden, N.Z. "Having tried several so-called cures with no good effect, I followed the advice of a friend and took a course of Chamberlain's Tablets. They have rid me of these complaints and kept me free." — [768, 1154, 922, 1219]
deck: GERMANS WANT REINFORCEMENTS. — [177, 496, 251, 515]
received-line: Received 4, 6.15 p.m. — [180, 531, 247, 541]
paragraph: "It is with great pleasure I voice the praises of Chamberlain's Colic and Diarrhoea Remedy," writes Mr. William E. McKay, postmaster, Kaeakura, N.Z. "I have always found it most effective in the treatment of diarrhoea and dysentery and always have a supply in the house for family use. When I was storekeeping I used to recommend Chamberlain's Colic and Diarrhoea Remedy to my customers with the greatest confidence." Sold by all chemists and storekeepers. — [148, 1153, 279, 1264]
dateline: Wellington, November 4. — [845, 843, 922, 853]
divider — [658, 60, 715, 61]
paragraph: Official: Further progress has been made in driving the enemy from the Russian border in the Roumanian forest and the Vladistavoff district. — [768, 241, 922, 269]
deck: ARTILLERY DUEL. — [336, 806, 405, 816]
